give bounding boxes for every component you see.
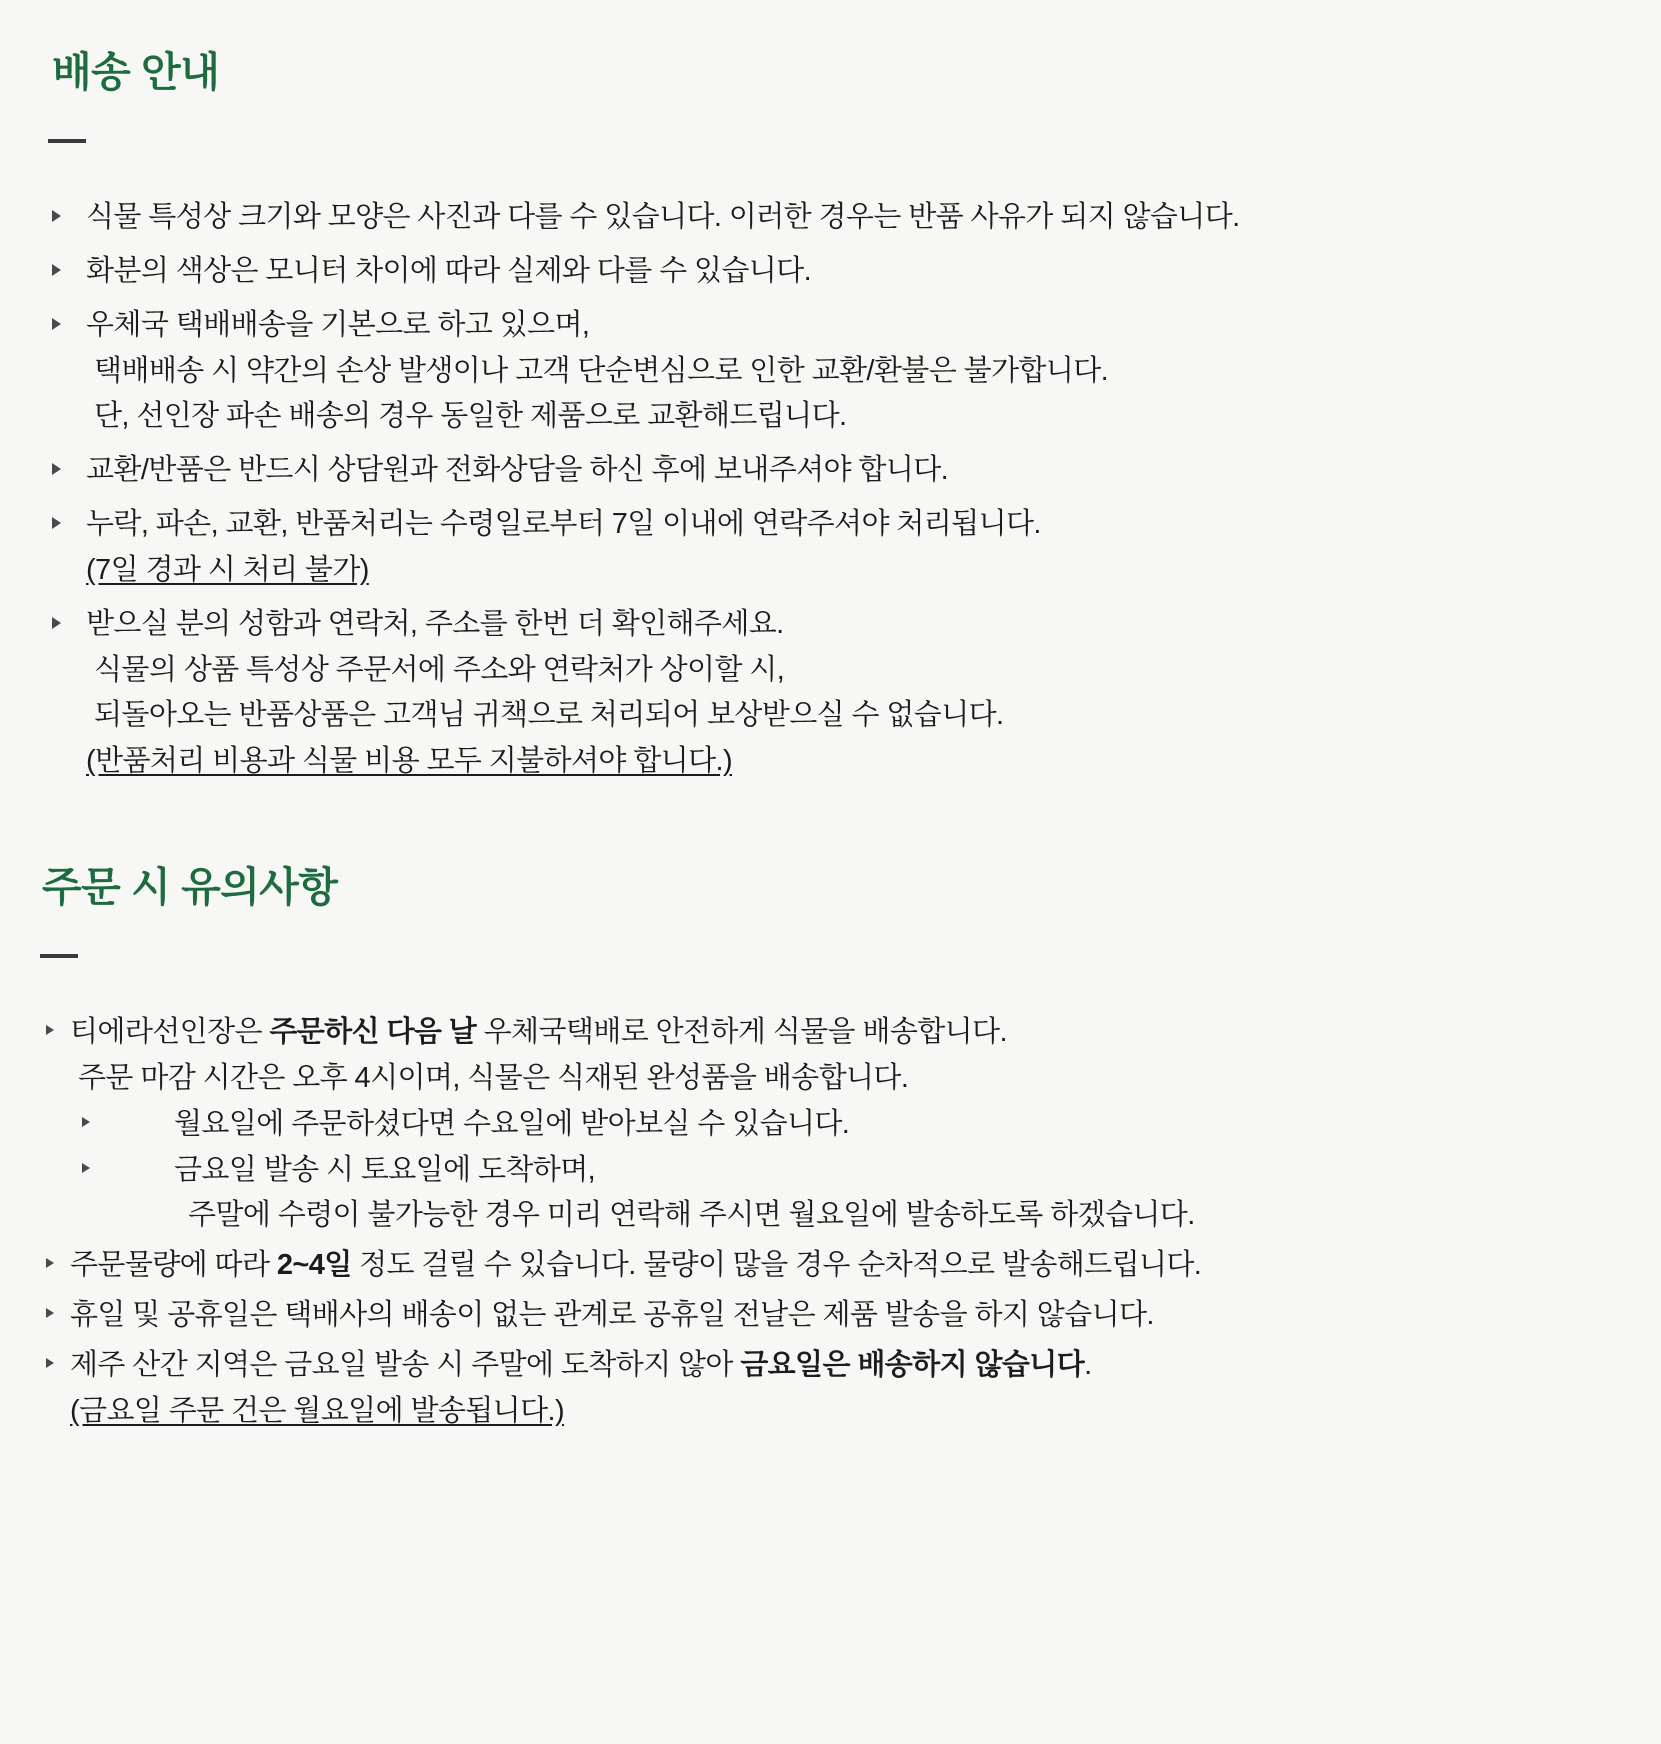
bullet-triangle-icon xyxy=(52,264,61,276)
bullet-triangle-icon xyxy=(46,1258,54,1268)
notice-line: 우체국 택배배송을 기본으로 하고 있으며, xyxy=(86,308,590,341)
notice-text: 티에라선인장은 xyxy=(70,1016,270,1049)
list-item xyxy=(34,249,1627,295)
order-notice-list xyxy=(34,1010,1627,1434)
delivery-info-list xyxy=(34,195,1627,785)
section-body-delivery-info xyxy=(34,195,1627,785)
bullet-triangle-icon xyxy=(52,463,61,475)
notice-line: 택배배송 시 약간의 손상 발생이나 고객 단순변심으로 인한 교환/환불은 불가합니다. xyxy=(94,354,1109,387)
notice-text: 정도 걸릴 수 있습니다. 물량이 많을 경우 순차적으로 발송해드립니다. xyxy=(351,1249,1202,1282)
section-title-order-notice: 주문 시 유의사항 xyxy=(42,863,338,910)
notice-line: 되돌아오는 반품상품은 고객님 귀책으로 처리되어 보상받으실 수 없습니다. xyxy=(94,699,1004,732)
notice-text: 우체국택배로 안전하게 식물을 배송합니다. xyxy=(476,1016,1007,1049)
emphasis-text: 주문하신 다음 날 xyxy=(269,1016,477,1049)
bullet-triangle-icon xyxy=(52,617,61,629)
list-item xyxy=(34,1293,1627,1339)
notice-line xyxy=(70,1010,1627,1056)
sub-list-item xyxy=(70,1148,1627,1240)
bullet-triangle-icon xyxy=(46,1358,54,1368)
emphasis-text: 금요일은 배송하지 않습니다 xyxy=(740,1348,1085,1381)
notice-line: 식물의 상품 특성상 주문서에 주소와 연락처가 상이할 시, xyxy=(94,653,785,686)
bullet-triangle-icon xyxy=(46,1025,54,1035)
list-item xyxy=(34,1343,1627,1435)
notice-line: 단, 선인장 파손 배송의 경우 동일한 제품으로 교환해드립니다. xyxy=(94,400,847,433)
bullet-triangle-icon xyxy=(46,1308,54,1318)
notice-line: 누락, 파손, 교환, 반품처리는 수령일로부터 7일 이내에 연락주셔야 처리됩니다. xyxy=(86,508,1041,541)
sub-list xyxy=(70,1102,1627,1239)
sub-list-item xyxy=(70,1102,1627,1148)
notice-line: (7일 경과 시 처리 불가) xyxy=(86,553,369,586)
bullet-triangle-icon xyxy=(52,517,61,529)
section-delivery-info xyxy=(34,48,1627,785)
notice-text: 주문물량에 따라 xyxy=(70,1249,277,1282)
section-order-notice xyxy=(34,863,1627,1435)
notice-line xyxy=(70,1343,1627,1389)
list-item xyxy=(34,1243,1627,1289)
bullet-triangle-icon xyxy=(52,318,61,330)
notice-line: (반품처리 비용과 식물 비용 모두 지불하셔야 합니다.) xyxy=(86,745,733,778)
notice-line: 화분의 색상은 모니터 차이에 따라 실제와 다를 수 있습니다. xyxy=(86,255,812,287)
notice-line: 금요일 발송 시 토요일에 도착하며, xyxy=(174,1153,596,1186)
notice-text: . xyxy=(1084,1348,1092,1381)
bullet-triangle-icon xyxy=(52,210,61,222)
bullet-triangle-icon xyxy=(82,1163,90,1173)
list-item xyxy=(34,303,1627,440)
list-item xyxy=(34,195,1627,241)
notice-line: 받으실 분의 성함과 연락처, 주소를 한번 더 확인해주세요. xyxy=(86,607,784,640)
section-body-order-notice xyxy=(34,1010,1627,1434)
section-divider xyxy=(48,139,86,143)
section-divider xyxy=(40,954,78,958)
notice-line: 월요일에 주문하셨다면 수요일에 받아보실 수 있습니다. xyxy=(174,1107,850,1140)
notice-line: 주말에 수령이 불가능한 경우 미리 연락해 주시면 월요일에 발송하도록 하겠습니다. xyxy=(188,1199,1195,1232)
notice-line: (금요일 주문 건은 월요일에 발송됩니다.) xyxy=(70,1394,565,1427)
list-item xyxy=(34,1010,1627,1239)
notice-line: 교환/반품은 반드시 상담원과 전화상담을 하신 후에 보내주셔야 합니다. xyxy=(86,454,949,487)
notice-line xyxy=(70,1243,1627,1289)
bullet-triangle-icon xyxy=(82,1117,90,1127)
notice-line: 주문 마감 시간은 오후 4시이며, 식물은 식재된 완성품을 배송합니다. xyxy=(78,1061,909,1094)
emphasis-text: 2~4일 xyxy=(276,1249,352,1282)
list-item xyxy=(34,502,1627,594)
list-item xyxy=(34,448,1627,494)
section-title-delivery-info: 배송 안내 xyxy=(52,49,220,95)
list-item xyxy=(34,602,1627,785)
notice-line: 휴일 및 공휴일은 택배사의 배송이 없는 관계로 공휴일 전날은 제품 발송을 하지 않습니다. xyxy=(70,1299,1154,1331)
notice-line: 식물 특성상 크기와 모양은 사진과 다를 수 있습니다. 이러한 경우는 반품 사유가 되지 않습니다. xyxy=(86,201,1240,234)
notice-text: 제주 산간 지역은 금요일 발송 시 주말에 도착하지 않아 xyxy=(70,1348,741,1381)
